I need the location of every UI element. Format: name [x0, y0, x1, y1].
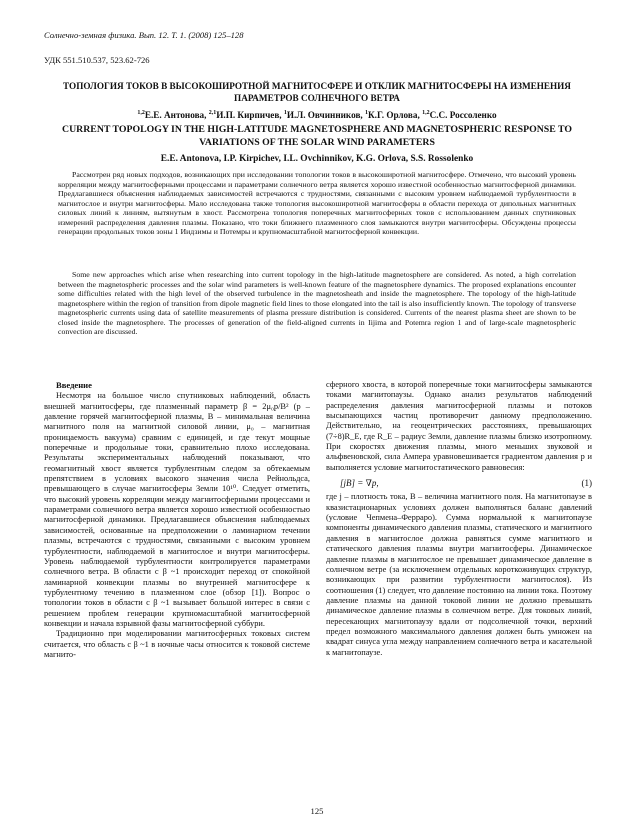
paragraph: сферного хвоста, в которой поперечные токи магнитосферы замыкаются токами магнитопаузы. Однако анализ результатов наблюдений распределения давления магнитосферной плазмы и потоков высыпающихся частиц противоречит данному предположению. Действительно, на геоцентрических расстояниях, превышающих (7÷8)R_E, где R_E – радиус Земли, давление плазмы близко изотропному. При скоростях движения плазмы, много меньших звуковой и альфвеновской, сила Ампера уравновешивается градиентом давления p и выполняется условие магнитостатического равновесия:: [326, 380, 592, 472]
author-name: И.П. Кирпичев,: [216, 110, 284, 121]
author-name: Е.Е. Антонова,: [144, 110, 209, 121]
author-name: С.С. Россоленко: [429, 110, 497, 121]
paragraph: Традиционно при моделировании магнитосферных токовых систем считается, что область с β ~1 в ночные часы относится к токовой системе магнито-: [44, 629, 310, 659]
title-english: CURRENT TOPOLOGY IN THE HIGH-LATITUDE MAGNETOSPHERE AND MAGNETOSPHERIC RESPONSE TO VARIATIONS OF THE SOLAR WIND PARAMETERS: [62, 124, 572, 148]
affiliation-mark: 1: [365, 110, 368, 116]
authors-english: E.E. Antonova, I.P. Kirpichev, I.L. Ovchinnikov, K.G. Orlova, S.S. Rossolenko: [160, 154, 474, 164]
paragraph: Несмотря на большое число спутниковых наблюдений, область внешней магнитосферы, где плазменный параметр β = 2μ₀p/B² (p – давление горячей магнитосферной плазмы, B – минимальная величина магнитного поля на магнитной силовой линии, μ₀ – магнитная проницаемость вакуума) сравним с единицей, и где текут мощные поперечные и продольные токи, сравнительно плохо исследована. Результаты экспериментальных наблюдений показывают, что геомагнитный хвост является турбулентным следом за обтекаемым препятствием в условиях высокого значения числа Рейнольдса, превышающего в случае магнитосферы Земли 10¹⁰. Следует отметить, что высокий уровень корреляции между магнитосферными процессами и параметрами солнечного ветра является хорошо известной особенностью магнитосферной динамики. Предлагавшиеся объяснения наблюдаемых зависимостей, основанные на предположении о ламинарном течении плазмы, встречаются с трудностями, связанными с высоким уровнем турбулентности, наблюдаемой в магнитослое и внутри магнитосферы. Уровень наблюдаемой турбулентности контролируется параметрами солнечного ветра. В области с β ~1 происходит переход от спокойной ламинарной конвекции плазмы во внутренней магнитосфере к турбулентному течению в плазменном слое (обзор [1]). Вопрос о топологии токов в области с β ~1 вызывает большой интерес в связи с решением проблем генерации крупномасштабной магнитосферной конвекции и начала взрывной фазы магнитосферной суббури.: [44, 391, 310, 628]
author-name: К.Г. Орлова,: [368, 110, 423, 121]
affiliation-mark: 1: [283, 110, 287, 116]
equation-expression: [jB] = ∇p,: [340, 478, 379, 489]
page-number: 125: [310, 806, 324, 816]
title-russian: ТОПОЛОГИЯ ТОКОВ В ВЫСОКОШИРОТНОЙ МАГНИТОСФЕРЕ И ОТКЛИК МАГНИТОСФЕРЫ НА ИЗМЕНЕНИЯ ПАРАМЕТРОВ СОЛНЕЧНОГО ВЕТРА: [63, 81, 571, 103]
authors-russian: [44, 107, 590, 121]
author-name: И.Л. Овчинников,: [286, 110, 365, 121]
affiliation-mark: 1,2: [422, 110, 430, 116]
journal-header: Солнечно-земная физика. Вып. 12. Т. 1. (2008) 125–128: [44, 30, 244, 40]
affiliation-mark: 2,1: [208, 110, 217, 116]
abstract-russian: Рассмотрен ряд новых подходов, возникающих при исследовании топологии токов в высокоширотной магнитосфере. Отмечено, что высокий уровень корреляции между магнитосферными процессами и параметрами солнечного ветра является хорошо известной особенностью магнитосферной динамики. Предлагавшиеся объяснения наблюдаемых зависимостей встречаются с трудностями, связанными с высоким уровнем наблюдаемой турбулентности в магнитослое и внутри магнитосферы. Мало исследована также топология высокоширотной магнитосферы в области перехода от дипольных магнитных силовых линий к линиям, вытянутым в хвост. Рассмотрена топология поперечных магнитосферных токов с использованием данных спутниковых измерений распределения давления плазмы. Показано, что токи ближнего плазменного слоя замыкаются внутри магнитосферы. Обсуждены процессы генерации продольных токов зоны 1 Иидзимы и Потемры и крупномасштабной магнитосферной конвекции.: [58, 170, 576, 236]
left-column: [44, 380, 310, 660]
udk-code: УДК 551.510.537, 523.62-726: [44, 55, 150, 65]
affiliation-mark: 1,2: [137, 110, 145, 116]
paragraph: где j – плотность тока, B – величина магнитного поля. На магнитопаузе в квазистационарных условиях должен выполняться баланс давлений (условие Чепмена–Ферраро). Сумма нормальной к магнитопаузе компоненты динамического давления плазмы, статического и магнитного давления в магнитослое должна равняться сумме магнитного и статического давления плазмы внутри магнитосферы. Динамическое давление плазмы в магнитослое не превышает динамическое давление в солнечном ветре (за исключением отдельных короткоживущих структур, возникающих при развитии турбулентности магнитослоя). Из соотношения (1) следует, что давление постоянно на линии тока. Поэтому давление плазмы на данной токовой линии не должно превышать динамическое давление плазмы в солнечном ветре. Для токовых линий, пересекающих магнитопаузу вдали от подсолнечной точки, верхний предел возможного максимального давления должен быть умножен на квадрат синуса угла между направлением солнечного ветра и касательной к магнитопаузе.: [326, 492, 592, 657]
abstract-english: Some new approaches which arise when researching into current topology in the high-latitude magnetosphere are considered. As noted, a high correlation between the magnetospheric processes and the solar wind parameters is well-known feature of the magnetosphere dynamics. The proposed explanations encounter some difficulties related with the high level of the observed turbulence in the magnetosheath and inside the magnetosphere. The topology of the high-latitude magnetosphere within the region of transition from dipole magnetic field lines to those elongated into the tail is also insufficiently known. The topology of transverse magnetospheric currents using data of satellite measurements of plasma pressure distribution is considered. Currents of the nearest plasma sheet are shown to be closed inside the magnetosphere. The processes of generation of the field-aligned currents in Iijima and Potemra region 1 and of large-scale magnetospheric convection are discussed.: [58, 270, 576, 336]
section-title: Введение: [56, 380, 92, 390]
right-column: [326, 380, 592, 658]
equation-1: [326, 478, 592, 488]
equation-number: (1): [581, 478, 592, 489]
